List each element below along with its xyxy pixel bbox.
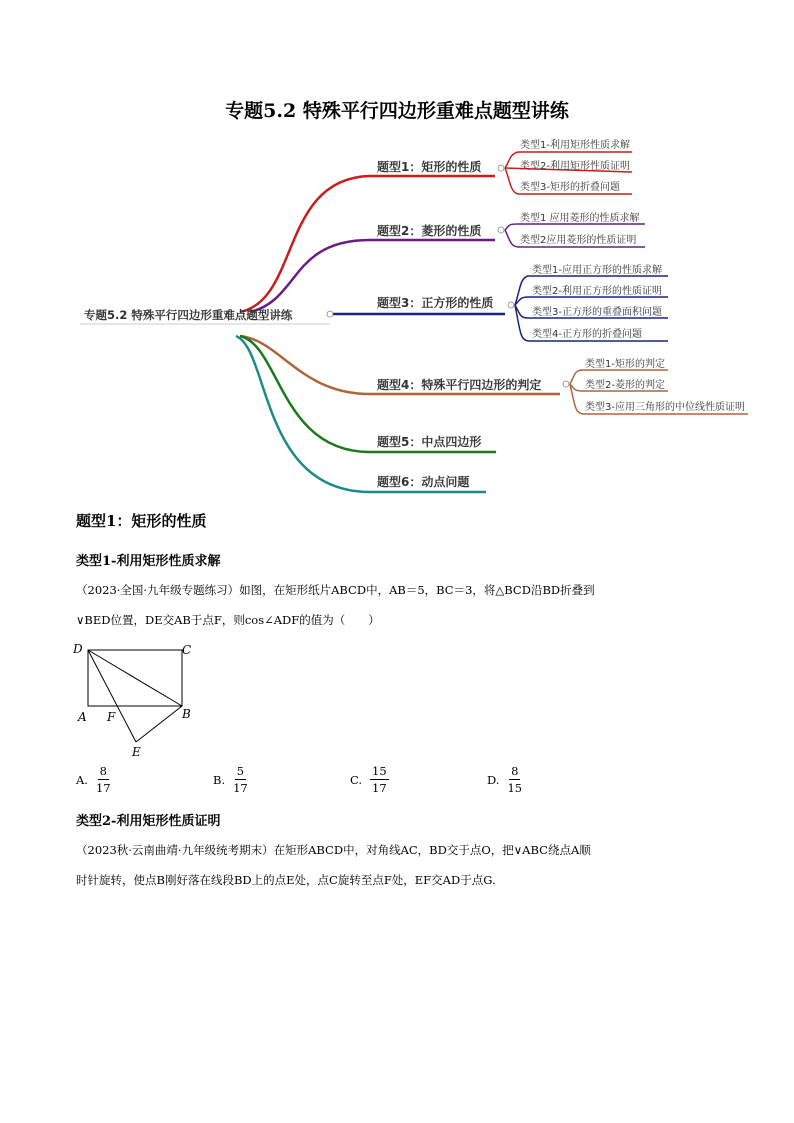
branch-label-4: 题型4：特殊平行四边形的判定	[377, 378, 542, 392]
mindmap-root: 专题5.2 特殊平行四边形重难点题型讲练	[84, 308, 293, 322]
collapse-icon[interactable]	[508, 302, 514, 308]
point-label-d: D	[73, 642, 83, 656]
leaf-label: 类型1-利用矩形性质求解	[520, 140, 630, 151]
segment-eb	[136, 706, 182, 742]
leaf-label: 类型2-利用矩形性质证明	[520, 161, 630, 172]
branch-label-2: 题型2：菱形的性质	[377, 224, 482, 238]
leaf-label: 类型3-应用三角形的中位线性质证明	[585, 402, 745, 413]
point-label-b: B	[182, 707, 191, 721]
choice-c[interactable]: C. $\frac{15}{17}$	[350, 764, 387, 795]
choice-a[interactable]: A. $\frac{8}{17}$	[76, 764, 111, 795]
leaf-label: 类型1-矩形的判定	[585, 359, 665, 370]
point-label-e: E	[132, 745, 141, 759]
leaf-label: 类型2-菱形的判定	[585, 380, 665, 391]
branch-line-6	[236, 336, 486, 492]
collapse-icon[interactable]	[563, 381, 569, 387]
question-1-line-2: ∨BED位置，DE交AB于点F，则cos∠ADF的值为（ ）	[76, 613, 380, 627]
choice-d[interactable]: D. $\frac{8}{15}$	[487, 764, 523, 795]
fraction: $\frac{8}{17}$	[95, 764, 111, 795]
branch-label-3: 题型3：正方形的性质	[377, 296, 494, 310]
fraction: $\frac{8}{15}$	[507, 764, 523, 795]
mindmap	[0, 0, 794, 500]
leaf-label: 类型2应用菱形的性质证明	[520, 235, 637, 246]
answer-choices	[76, 764, 536, 804]
question-2-line-1: （2023秋·云南曲靖·九年级统考期末）在矩形ABCD中，对角线AC，BD交于点O，把∨ABC绕点A顺	[76, 843, 591, 857]
collapse-icon[interactable]	[498, 165, 504, 171]
question-2-line-2: 时针旋转，使点B刚好落在线段BD上的点E处，点C旋转至点F处，EF交AD于点G.	[76, 873, 496, 887]
fraction: $\frac{5}{17}$	[233, 764, 248, 795]
question-1-line-1: （2023·全国·九年级专题练习）如图，在矩形纸片ABCD中，AB＝5，BC＝3，将△BCD沿BD折叠到	[76, 583, 595, 597]
page-title: 专题5.2 特殊平行四边形重难点题型讲练	[225, 100, 569, 122]
subsection-heading-1: 类型1-利用矩形性质求解	[76, 554, 221, 569]
point-label-f: F	[107, 710, 116, 724]
choice-b[interactable]: B. $\frac{5}{17}$	[213, 764, 248, 795]
leaf-label: 类型3-正方形的重叠面积问题	[532, 307, 662, 318]
leaf-label: 类型3-矩形的折叠问题	[520, 182, 620, 193]
branch-label-6: 题型6：动点问题	[377, 475, 470, 489]
leaf-label: 类型1 应用菱形的性质求解	[520, 213, 640, 224]
leaf-label: 类型2-利用正方形的性质证明	[532, 286, 662, 297]
leaf-label: 类型1-应用正方形的性质求解	[532, 265, 662, 276]
point-label-c: C	[182, 643, 192, 657]
branch-line-1	[240, 176, 495, 312]
collapse-icon[interactable]	[327, 311, 333, 317]
collapse-icon[interactable]	[498, 227, 504, 233]
point-label-a: A	[78, 710, 87, 724]
branch-label-1: 题型1：矩形的性质	[377, 160, 482, 174]
branch-label-5: 题型5：中点四边形	[377, 435, 482, 449]
leaf-label: 类型4-正方形的折叠问题	[532, 329, 642, 340]
section-heading: 题型1：矩形的性质	[76, 512, 207, 530]
geometry-figure	[72, 640, 212, 764]
fraction: $\frac{15}{17}$	[372, 764, 387, 795]
subsection-heading-2: 类型2-利用矩形性质证明	[76, 814, 221, 829]
